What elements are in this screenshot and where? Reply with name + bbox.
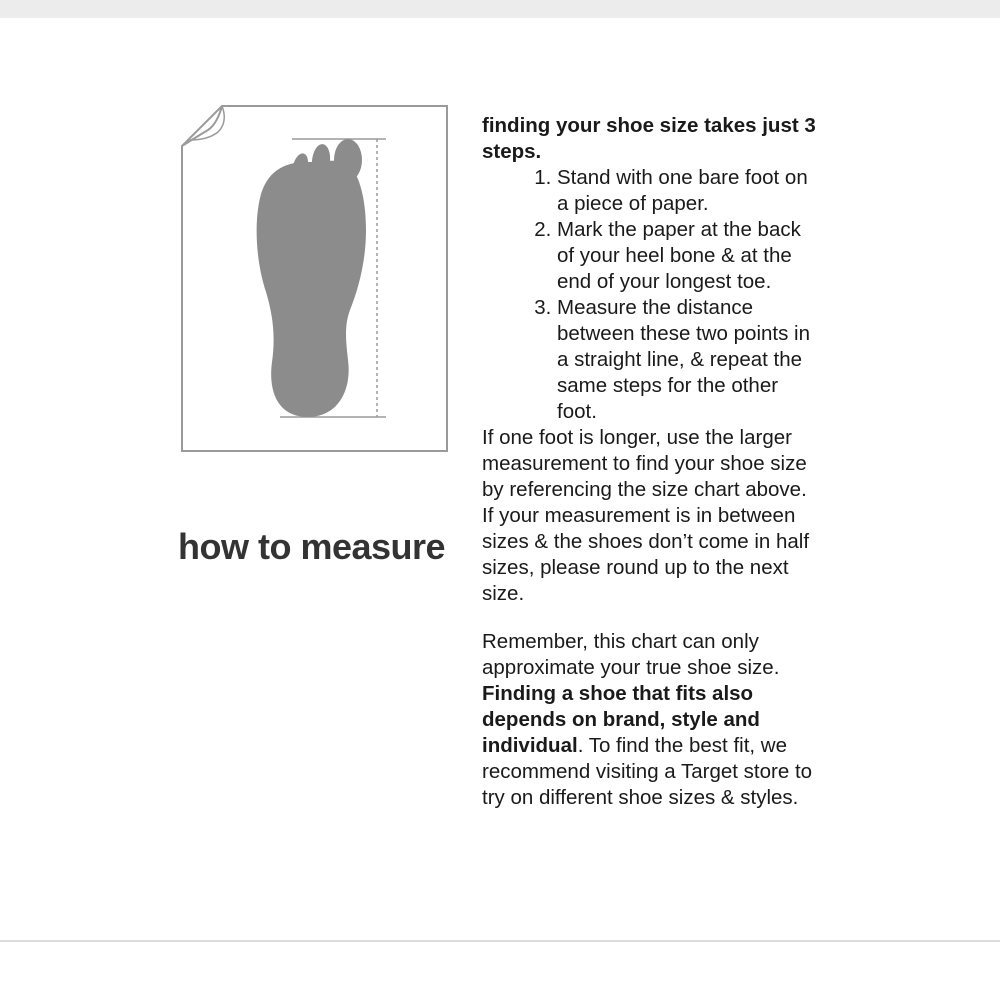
- reminder-text: [482, 629, 818, 811]
- foot-on-paper-icon: [180, 104, 449, 454]
- step-item: 2. Mark the paper at the back of your heel bone & at the end of your longest toe.: [557, 217, 818, 295]
- top-bar: [0, 0, 1000, 18]
- page-title: how to measure: [178, 526, 446, 567]
- instructions: [482, 113, 818, 811]
- reminder-prefix: Remember, this chart can only approximate your true shoe size.: [482, 630, 780, 679]
- reminder-suffix: . To find the best fit, we recommend visiting a Target store to try on different shoe sizes & styles.: [482, 734, 813, 809]
- followup-text: If one foot is longer, use the larger measurement to find your shoe size by referencing the size chart above. If your measurement is in between sizes & the shoes don’t come in half sizes, please round up to the next size.: [482, 426, 810, 605]
- reminder-bold: Finding a shoe that fits also depends on brand, style and individual: [482, 682, 760, 757]
- divider: [0, 940, 1000, 942]
- intro-text: finding your shoe size takes just 3 steps.: [482, 114, 816, 163]
- step-item: 3. Measure the distance between these two points in a straight line, & repeat the same steps for the other foot.: [557, 295, 818, 425]
- step-item: 1. Stand with one bare foot on a piece of paper.: [557, 165, 818, 217]
- steps-list: [482, 165, 818, 425]
